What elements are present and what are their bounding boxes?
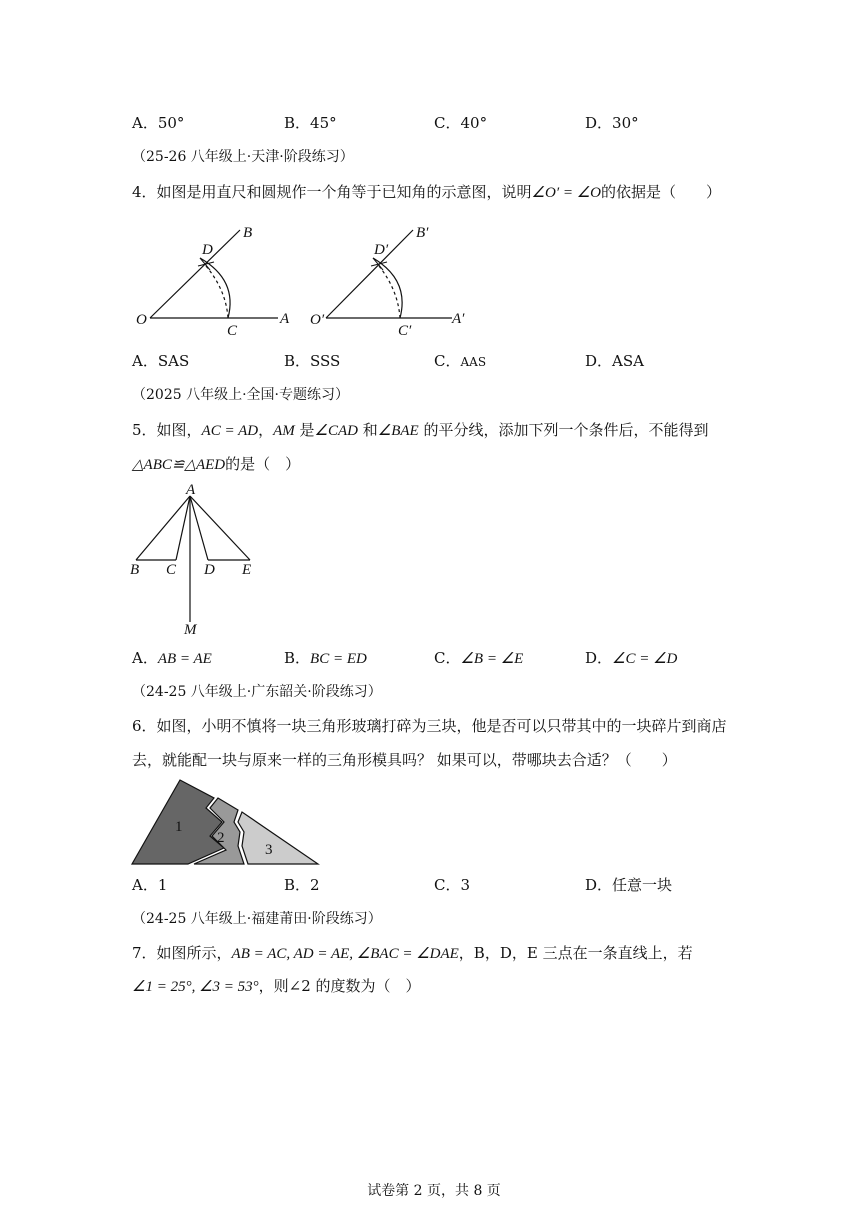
q7-stem: 7．如图所示，AB = AC, AD = AE, ∠BAC = ∠DAE，B，D，E 三点在一条直线上，若: [132, 944, 693, 962]
q4-source: （25-26 八年级上·天津·阶段练习）: [132, 149, 354, 165]
q4-label-D-prime: D′: [374, 242, 389, 258]
q5-label-B: B: [130, 562, 140, 578]
q4-label-B: B: [243, 225, 253, 241]
q4-label-B-prime: B′: [416, 225, 429, 241]
q4-label-O: O: [136, 312, 147, 328]
q5-label-C: C: [166, 562, 177, 578]
q5-label-E: E: [242, 562, 252, 578]
q4-right-angle: [310, 225, 465, 339]
q4-label-A-prime: A′: [452, 311, 465, 327]
q5-label-M: M: [184, 622, 197, 638]
q4-figure: [130, 218, 470, 343]
q6-source: （24-25 八年级上·广东韶关·阶段练习）: [132, 684, 382, 700]
q6-stem-line1: 6．如图，小明不慎将一块三角形玻璃打碎为三块，他是否可以只带其中的一块碎片到商店: [132, 717, 727, 735]
q4-option-b: B．SSS: [284, 352, 341, 370]
q7-source: （24-25 八年级上·福建莆田·阶段练习）: [132, 911, 382, 927]
q6-label-1: 1: [175, 819, 183, 835]
q6-label-2: 2: [217, 830, 225, 846]
q5-source: （2025 八年级上·全国·专题练习）: [132, 387, 349, 403]
q3-option-b: B．45°: [284, 114, 337, 132]
q4-label-O-prime: O′: [310, 312, 325, 328]
q6-option-c: C．3: [434, 876, 471, 894]
q5-option-a: A．AB = AE: [132, 649, 212, 667]
q7-stem-line2: ∠1 = 25°, ∠3 = 53°，则∠2 的度数为（ ）: [132, 977, 421, 995]
q5-label-D: D: [204, 562, 215, 578]
q6-option-b: B．2: [284, 876, 320, 894]
q4-left-angle: [136, 225, 290, 339]
q5-stem: 5．如图，AC = AD，AM 是∠CAD 和∠BAE 的平分线，添加下列一个条件后，不能得到: [132, 421, 709, 439]
q6-stem-line2: 去，就能配一块与原来一样的三角形模具吗？ 如果可以，带哪块去合适？（ ）: [132, 751, 677, 769]
q4-label-D: D: [202, 242, 213, 258]
q4-stem-math: ∠O′ = ∠O: [531, 185, 602, 201]
q4-label-C-prime: C′: [398, 323, 412, 339]
q4-option-d: D．ASA: [585, 352, 644, 370]
q5-stem-line2: △ABC≌△AED的是（ ）: [132, 455, 301, 473]
q5-option-c: C．∠B = ∠E: [434, 649, 524, 667]
q5-label-A: A: [186, 482, 196, 498]
page-footer: 试卷第 2 页，共 8 页: [367, 1183, 501, 1199]
q6-figure: [130, 776, 322, 868]
q3-option-d: D．30°: [585, 114, 639, 132]
q4-stem: 4．如图是用直尺和圆规作一个角等于已知角的示意图，说明∠O′ = ∠O的依据是（ ）: [132, 183, 722, 201]
q4-option-c: C．AAS: [434, 352, 487, 370]
q4-label-A: A: [280, 311, 290, 327]
q6-piece-3: [238, 812, 318, 864]
q4-label-C: C: [227, 323, 238, 339]
q6-option-d: D．任意一块: [585, 876, 673, 894]
q5-option-d: D．∠C = ∠D: [585, 649, 678, 667]
q6-label-3: 3: [265, 842, 273, 858]
q6-option-a: A．1: [132, 876, 168, 894]
q5-figure: [128, 482, 268, 640]
q3-option-c: C．40°: [434, 114, 488, 132]
q5-option-b: B．BC = ED: [284, 649, 367, 667]
q4-option-a: A．SAS: [132, 352, 190, 370]
q3-option-a: A．50°: [132, 114, 185, 132]
